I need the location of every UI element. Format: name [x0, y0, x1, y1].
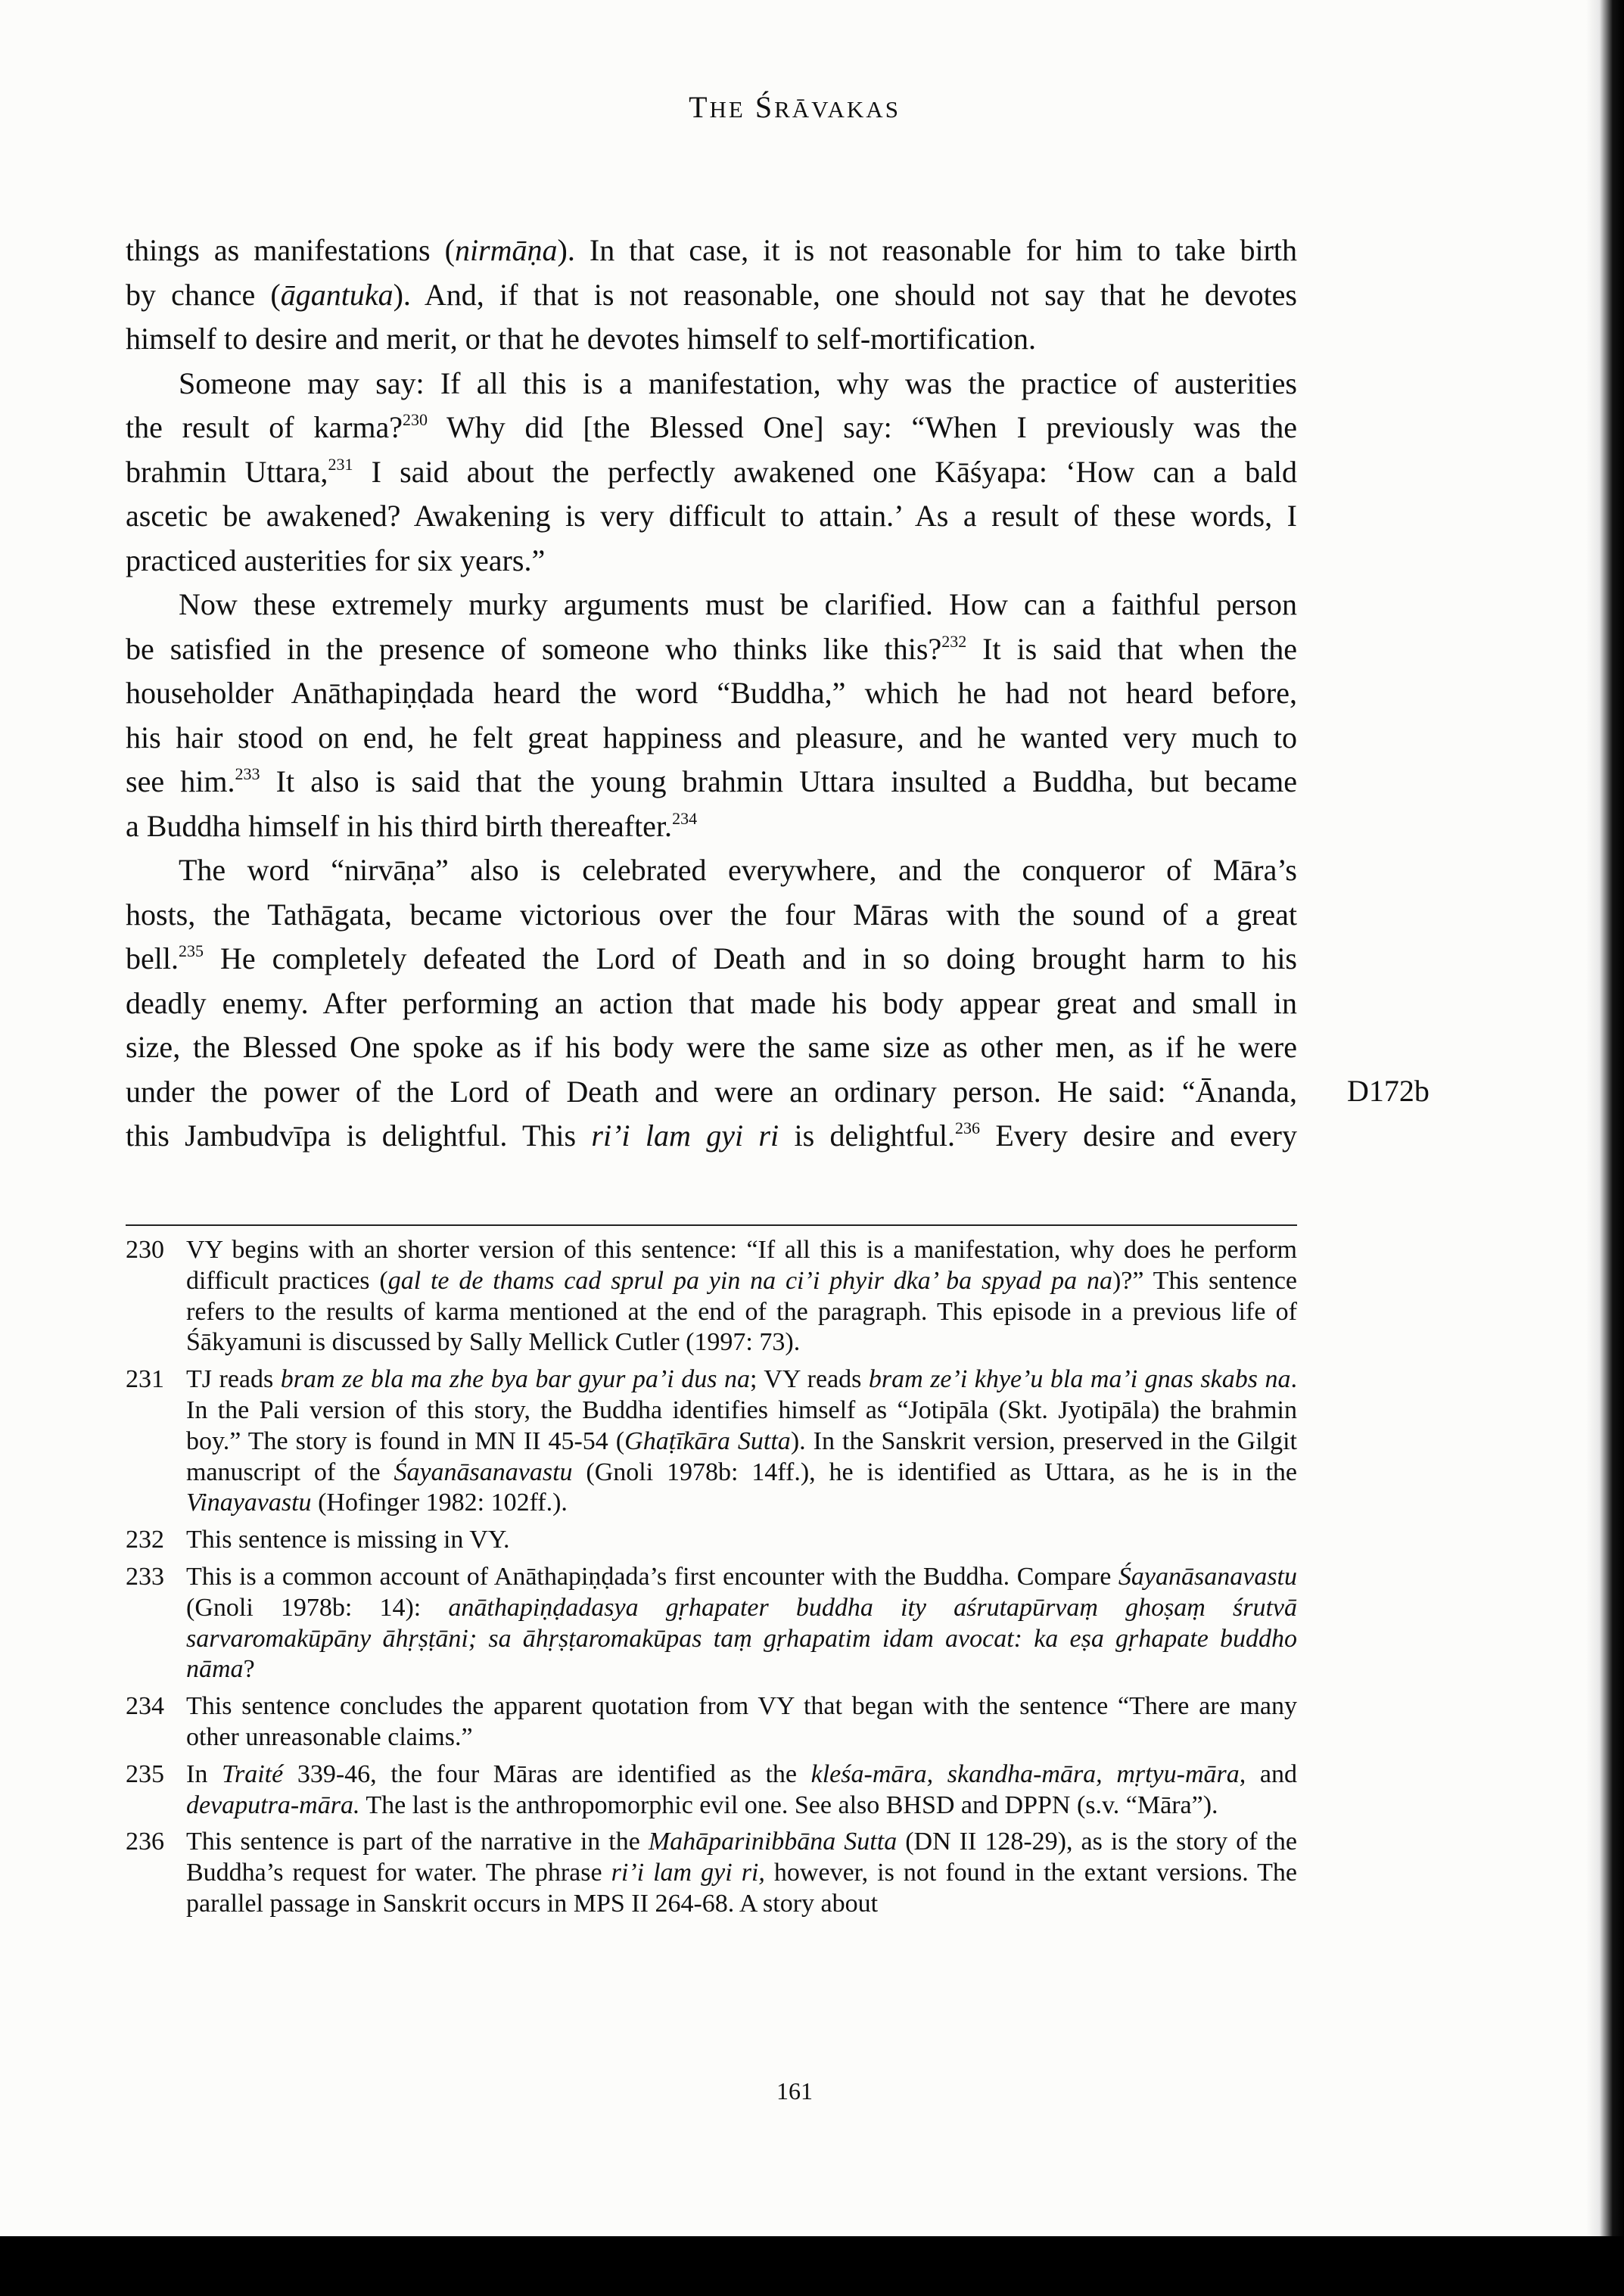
text-line: the result of karma?$^{230}$ Why did [the Blessed One] say: “When I previously was the — [126, 410, 1297, 444]
text-line: himself to desire and merit, or that he devotes himself to self-mortification. — [126, 322, 1037, 356]
footnote-number: 235 — [126, 1759, 164, 1788]
text-line: practiced austerities for six years.” — [126, 543, 546, 577]
text-line: by chance (āgantuka). And, if that is not reasonable, one should not say that he devotes — [126, 277, 1298, 312]
text-line: under the power of the Lord of Death and were an ordinary person. He said: “Ānanda, — [126, 1074, 1297, 1109]
text-line: a Buddha himself in his third birth thereafter.$^{234}$ — [126, 808, 698, 843]
footnotes — [126, 1235, 1297, 1926]
footnote-235: 235 In Traité 339-46, the four Māras are identified as the kleśa-māra, skandha-māra, mṛtyu-māra, and devaputra-māra. The last is the anthropomorphic evil one. See also BHSD and DPPN (s.v. “Māra”). — [126, 1759, 1298, 1819]
footnote-ref[interactable]: 235 — [178, 941, 204, 960]
text-line: things as manifestations (nirmāṇa). In that case, it is not reasonable for him to take birth — [126, 233, 1297, 267]
footnote-ref[interactable]: 236 — [955, 1118, 981, 1137]
text-line: be satisfied in the presence of someone who thinks like this?$^{232}$ It is said that when the — [126, 631, 1297, 666]
footnote-number: 231 — [126, 1365, 164, 1394]
footnote-number: 230 — [126, 1236, 164, 1264]
footnote-number: 234 — [126, 1692, 164, 1721]
text-line: this Jambudvīpa is delightful. This ri’i lam gyi ri is delightful.$^{236}$ Every desire and every — [126, 1118, 1297, 1153]
footnote-number: 236 — [126, 1828, 164, 1856]
margin-reference: D172b — [1347, 1074, 1430, 1108]
text-line: brahmin Uttara,$^{231}$ I said about the perfectly awakened one Kāśyapa: ‘How can a bald — [126, 454, 1297, 489]
footnote-234: 234 This sentence concludes the apparent quotation from VY that began with the sentence “There are many other unreasonable claims.” — [126, 1692, 1297, 1751]
header-ravakas: RĀVAKAS — [774, 96, 901, 123]
text-line: see him.$^{233}$ It also is said that the young brahmin Uttara insulted a Buddha, but became — [126, 764, 1297, 798]
footnote-number: 232 — [126, 1526, 164, 1554]
footnote-ref[interactable]: 232 — [941, 631, 967, 651]
footnote-divider — [126, 1224, 1297, 1226]
footnote-233: 233 This is a common account of Anāthapiṇḍada’s first encounter with the Buddha. Compare Śayanāsanavastu (Gnoli 1978b: 14): anāthapiṇḍadasya gṛhapater buddha ity aśrutapūrvaṃ ghoṣaṃ śrutvā sarvaromakūpāny āhṛṣṭāni; sa āhṛṣṭaromakūpas taṃ gṛhapatim idam avocat: ka eṣa gṛhapate buddho nāma? — [126, 1562, 1297, 1684]
footnote-number: 233 — [126, 1562, 164, 1591]
footnote-ref[interactable]: 231 — [328, 454, 353, 474]
text-line: householder Anāthapiṇḍada heard the word “Buddha,” which he had not heard before, — [126, 676, 1297, 710]
footnote-ref[interactable]: 233 — [235, 764, 260, 783]
text-line: size, the Blessed One spoke as if his body were the same size as other men, as if he were — [126, 1030, 1297, 1064]
footnote-232: 232 This sentence is missing in VY. — [126, 1525, 1297, 1556]
page-edge-shadow — [1586, 0, 1624, 2236]
text-line: his hair stood on end, he felt great happiness and pleasure, and he wanted very much to — [126, 720, 1297, 754]
footnote-230: 230 VY begins with an shorter version of this sentence: “If all this is a manifestation, why does he perform difficult practices (gal te de thams cad sprul pa yin na ci’i phyir dka’ ba spyad pa na)?” This sentence refers to the results of karma mentioned at the end of the paragraph. This episode in a previous life of Śākyamuni is discussed by Sally Mellick Cutler (1997: 73). — [126, 1236, 1297, 1357]
footnote-231: 231 TJ reads bram ze bla ma zhe bya bar gyur pa’i dus na; VY reads bram ze’i khye’u bla ma’i gnas skabs na. In the Pali version of this story, the Buddha identifies himself as “Jotipāla (Skt. Jyotipāla) the brahmin boy.” The story is found in MN II 45-54 (Ghaṭīkāra Sutta). In the Sanskrit version, preserved in the Gilgit manuscript of the Śayanāsanavastu (Gnoli 1978b: 14ff.), he is identified as Uttara, as he is in the Vinayavastu (Hofinger 1982: 102ff.). — [126, 1365, 1298, 1517]
header-initial-s: Ś — [754, 90, 775, 124]
scan-border — [0, 2236, 1624, 2296]
footnote-ref[interactable]: 234 — [672, 808, 698, 828]
text-line: bell.$^{235}$ He completely defeated the Lord of Death and in so doing brought harm to his — [126, 941, 1297, 975]
text-line: Now these extremely murky arguments must be clarified. How can a faithful person — [179, 587, 1297, 621]
footnote-ref[interactable]: 230 — [403, 410, 428, 429]
text-line: hosts, the Tathāgata, became victorious over the four Māras with the sound of a great — [126, 897, 1297, 932]
main-text — [126, 229, 1297, 1159]
text-line: Someone may say: If all this is a manifestation, why was the practice of austerities — [179, 366, 1297, 400]
header-he: HE — [709, 96, 745, 123]
header-initial-t: T — [689, 90, 710, 124]
footnote-236: 236 This sentence is part of the narrative in the Mahāparinibbāna Sutta (DN II 128-29), as is the story of the Buddha’s request for water. The phrase ri’i lam gyi ri, however, is not found in the extant versions. The parallel passage in Sanskrit occurs in MPS II 264-68. A story about — [126, 1828, 1297, 1918]
text-line: deadly enemy. After performing an action that made his body appear great and small in — [126, 985, 1297, 1020]
running-header — [0, 89, 1589, 125]
text-line: ascetic be awakened? Awakening is very difficult to attain.’ As a result of these words, I — [126, 499, 1297, 533]
page-number: 161 — [776, 2077, 813, 2105]
text-line: The word “nirvāṇa” also is celebrated everywhere, and the conqueror of Māra’s — [179, 853, 1297, 887]
